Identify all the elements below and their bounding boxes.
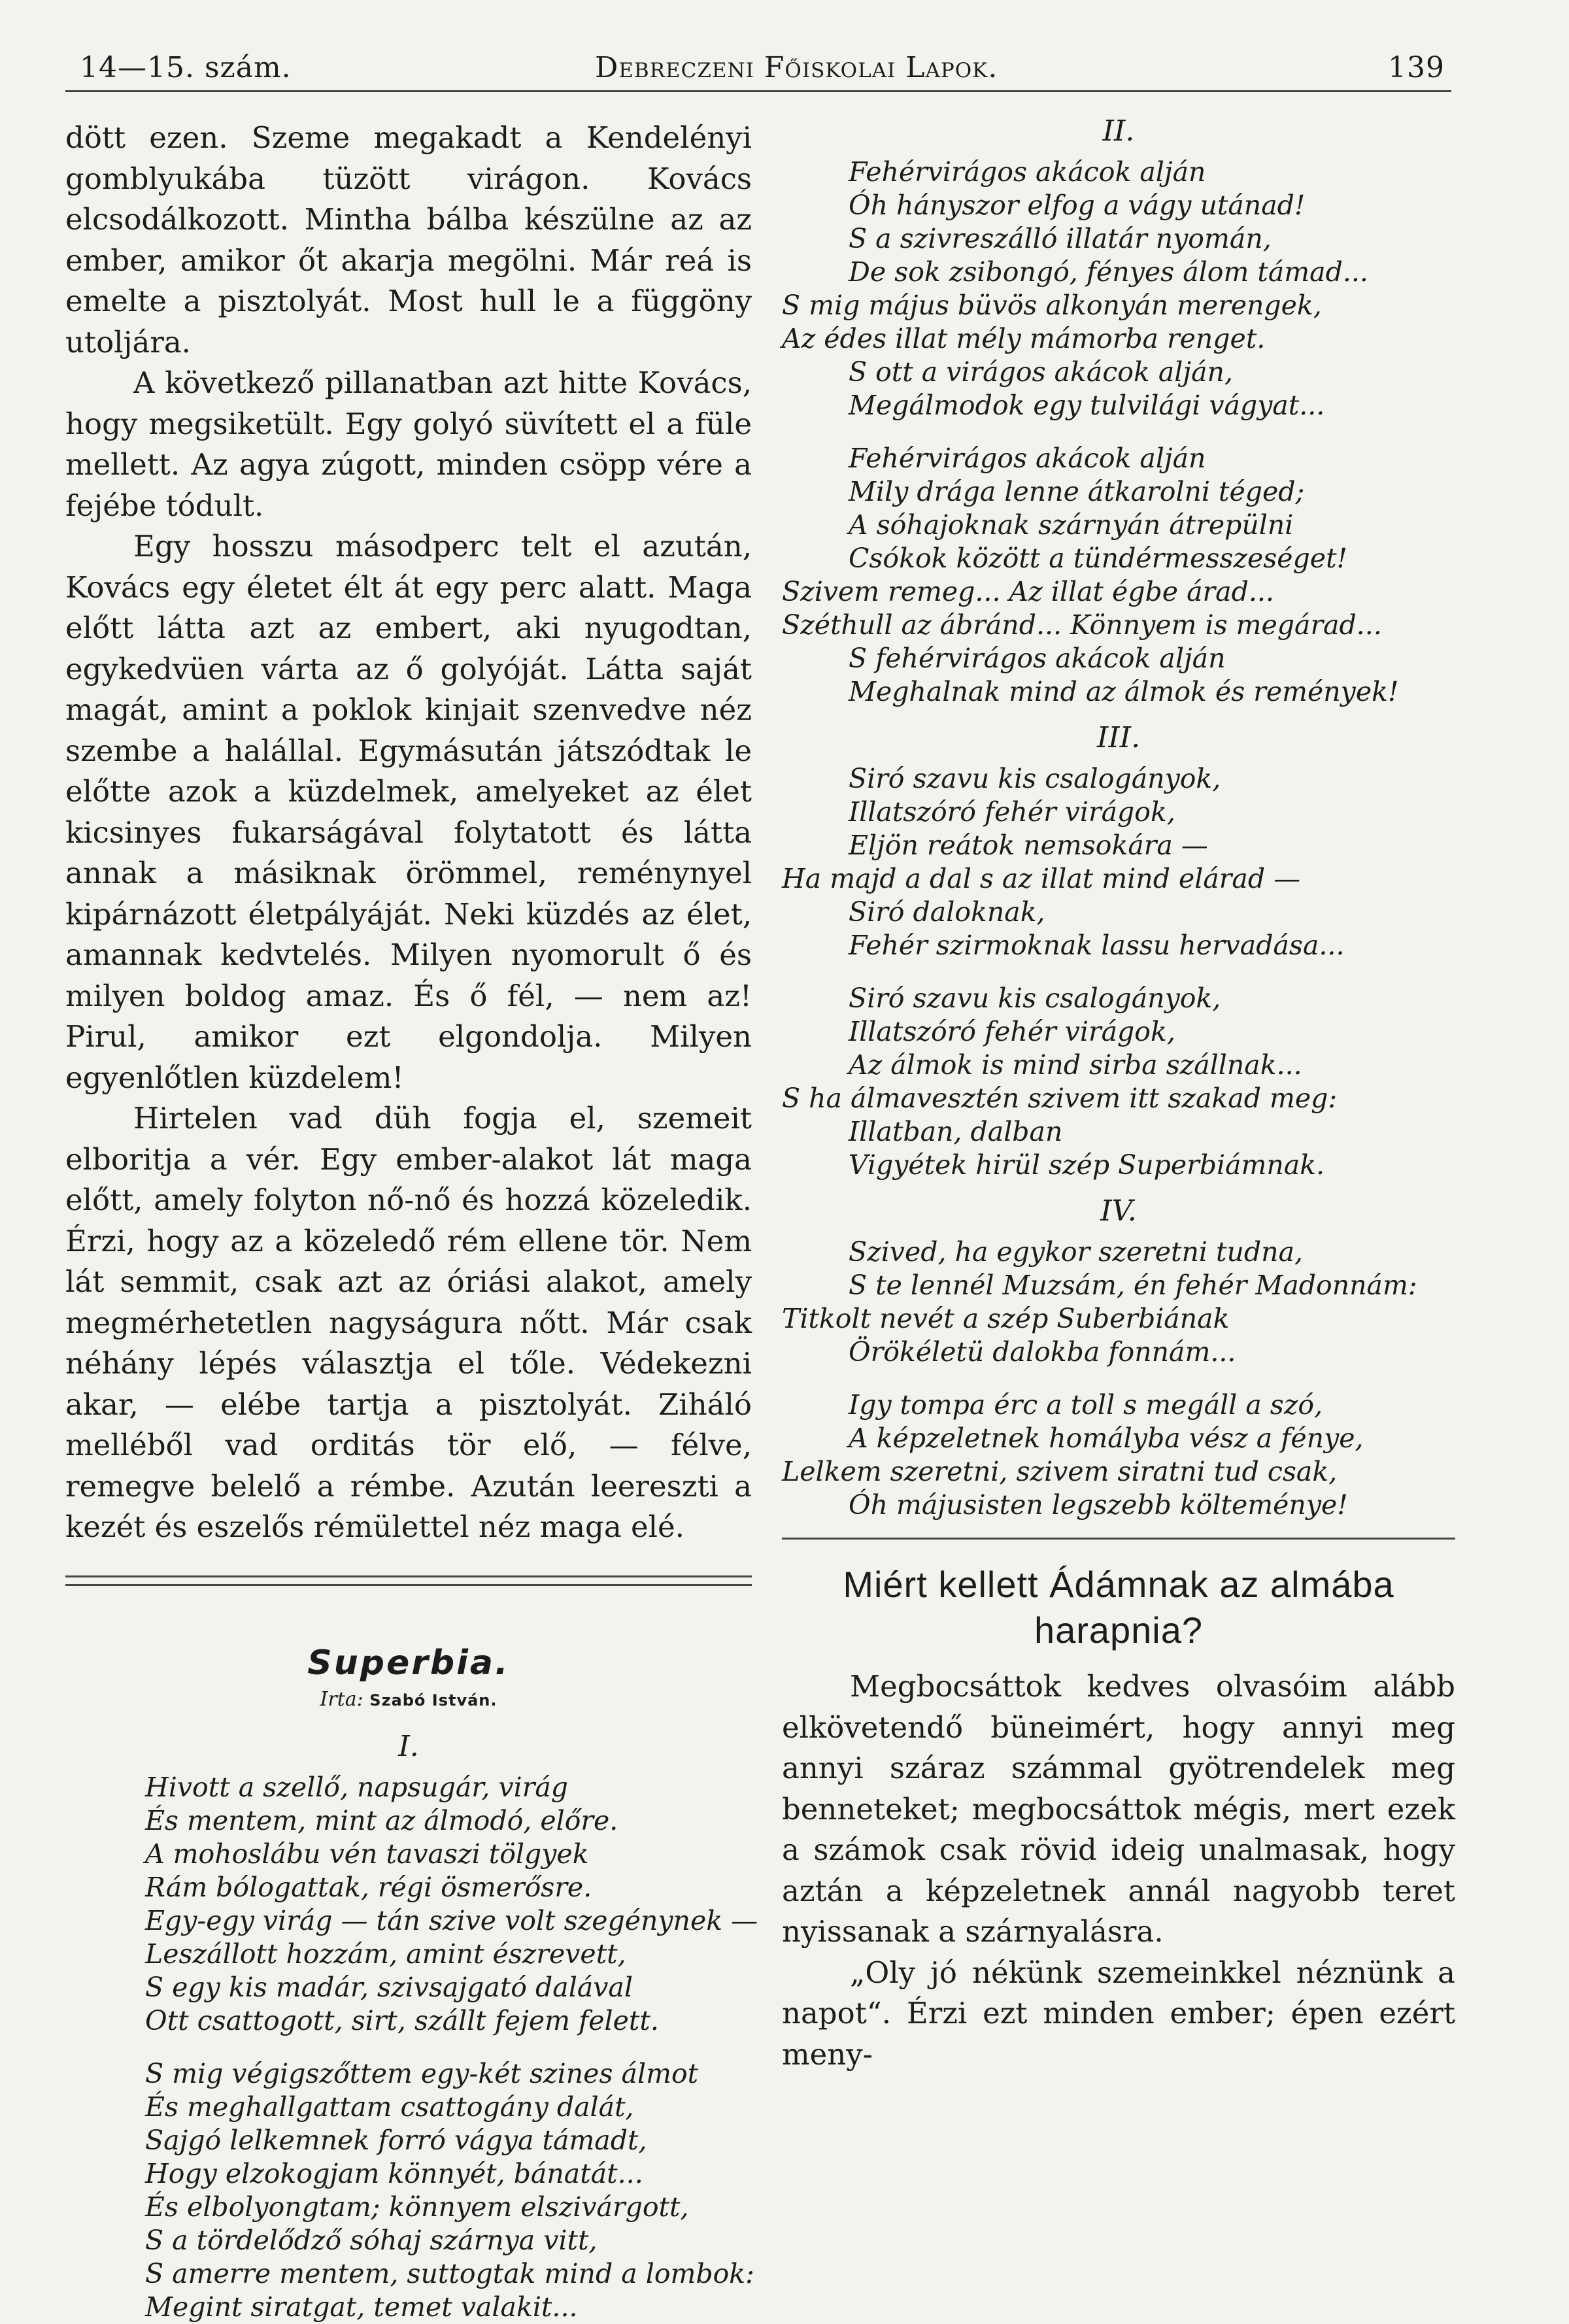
left-column [65,118,758,2324]
verse-line: S egy kis madár, szivsajgató dalával [145,1971,633,2003]
article-title-line: harapnia? [1034,1609,1204,1651]
verse-line: S fehérvirágos akácok alján [849,643,1226,674]
verse-line: Széthull az ábránd... Könnyem is megárad... [782,609,1382,641]
verse-line: S ott a virágos akácok alján, [849,356,1233,388]
verse-line: Illatszóró fehér virágok, [849,796,1175,828]
verse-line: Az édes illat mély mámorba renget. [782,323,1266,354]
verse-line: Ha majd a dal s az illat mind elárad — [782,863,1301,894]
verse-line: A sóhajoknak szárnyán átrepülni [849,509,1294,541]
verse-line: Igy tompa érc a toll s megáll a szó, [849,1389,1323,1421]
verse-line: Siró daloknak, [849,896,1045,928]
section-numeral: III. [1096,721,1141,754]
verse-line: S mig május büvös alkonyán merengek, [782,290,1322,321]
journal-title: Debreczeni Főiskolai Lapok. [595,51,998,84]
verse-line: Óh hányszor elfog a vágy utánad! [849,190,1306,221]
poem-author: Szabó István. [369,1691,498,1709]
article-title [782,1562,1455,1653]
verse-line: Óh májusisten legszebb költeménye! [849,1489,1348,1521]
verse-line: Az álmok is mind sirba szállnak... [849,1049,1302,1081]
article-paragraph: Megbocsáttok kedves olvasóim alább elkövetendő büneimért, hogy annyi meg annyi száraz számmal gyötrendelek meg benneteket; megbocsáttok mégis, mert ezek a számok csak rövid ideig unalmasak, hogy aztán a képzeletnek annál nagyobb teret nyissanak a szárnyalásra. [782,1669,1455,1949]
story-continuation [65,118,752,1548]
poem-byline [65,1688,752,1711]
verse-line: S a tördelődző sóhaj szárnya vitt, [145,2224,598,2256]
poem-section-2 [782,112,1455,709]
stanza [782,762,1455,962]
section-numeral: I. [398,1729,419,1763]
verse-line: Siró szavu kis csalogányok, [849,983,1221,1014]
verse-line: Szived, ha egykor szeretni tudna, [849,1236,1304,1268]
section-divider [65,1575,752,1586]
verse-line: Eljön reátok nemsokára — [849,830,1208,861]
running-header [65,44,1451,92]
stanza [782,982,1455,1182]
stanza [145,2057,752,2324]
page-number: 139 [1388,51,1445,84]
verse-line: A mohoslábu vén tavaszi tölgyek [145,1838,589,1870]
verse-line: Szivem remeg... Az illat égbe árad... [782,576,1274,607]
story-paragraph: Hirtelen vad düh fogja el, szemeit elboritja a vér. Egy ember-alakot lát maga előtt, amely folyton nő-nő és hozzá közeledik. Érzi, hogy az a közeledő rém ellene tör. Nem lát semmit, csak azt az óriási alakot, amely megmérhetetlen nagyságura nőtt. Már csak néhány lépés választja el tőle. Védekezni akar, — elébe tartja a pisztolyát. Ziháló melléből vad orditás tör elő, — félve, remegve belelő a rémbe. Azután leereszti a kezét és eszelős rémülettel néz maga elé. [65,1101,752,1544]
article-paragraph: „Oly jó nékünk szemeinkkel néznünk a napot“. Érzi ezt minden ember; épen ezért meny- [782,1955,1455,2072]
stanza [782,156,1455,422]
verse-line: De sok zsibongó, fényes álom támad... [849,256,1368,288]
story-paragraph: dött ezen. Szeme megakadt a Kendelényi gomblyukába tüzött virágon. Kovács elcsodálkozott. Mintha bálba készülne az az ember, amikor őt akarja megölni. Már reá is emelte a pisztolyát. Most hull le a függöny utoljára. [65,120,752,360]
verse-line: Illatban, dalban [849,1116,1063,1147]
verse-line: Lelkem szeretni, szivem siratni tud csak, [782,1456,1338,1487]
verse-line: Leszállott hozzám, amint észrevett, [145,1938,626,1970]
stanza [145,1771,758,2038]
verse-line: S te lennél Muzsám, én fehér Madonnám: [849,1270,1417,1301]
issue-number: 14—15. szám. [80,51,292,84]
verse-line: Egy-egy virág — tán szive volt szegénynek — [145,1904,758,1936]
verse-line: Csókok között a tündérmesszeséget! [849,543,1348,574]
right-column [782,112,1455,2075]
verse-line: Siró szavu kis csalogányok, [849,763,1221,794]
verse-line: És meghallgattam csattogány dalát, [145,2091,634,2123]
poem-section-3 [782,719,1455,1182]
verse-line: Fehér szirmoknak lassu hervadása... [849,930,1345,961]
verse-line: Mily drága lenne átkarolni téged; [849,476,1305,507]
verse-line: És mentem, mint az álmodó, előre. [145,1804,618,1836]
section-numeral: IV. [1100,1194,1137,1228]
verse-line: Fehérvirágos akácok alján [849,443,1206,474]
verse-line: Megint siratgat, temet valakit... [145,2291,578,2323]
verse-line: Sajgó lelkemnek forró vágya támadt, [145,2124,647,2156]
verse-line: Illatszóró fehér virágok, [849,1016,1175,1047]
verse-line: Meghalnak mind az álmok és remények! [849,676,1399,707]
poem-title: Superbia. [307,1643,510,1683]
stanza [782,442,1455,709]
verse-line: Titkolt nevét a szép Suberbiának [782,1303,1230,1334]
poem-section-4 [782,1192,1455,1522]
verse-line: És elbolyongtam; könnyem elszivárgott, [145,2191,689,2223]
story-paragraph: A következő pillanatban azt hitte Kovács, hogy megsiketült. Egy golyó süvített el a füle mellett. Az agya zúgott, minden csöpp vére a fejébe tódult. [65,365,752,523]
article-title-line: Miért kellett Ádámnak az almába [843,1564,1394,1605]
verse-line: S a szivreszálló illatár nyomán, [849,223,1272,254]
verse-line: A képzeletnek homályba vész a fénye, [849,1423,1364,1454]
stanza [782,1236,1455,1369]
article-body [782,1666,1455,2075]
story-paragraph: Egy hosszu másodperc telt el azután, Kovács egy életet élt át egy perc alatt. Maga előtt látta azt az embert, aki nyugodtan, egykedvüen várta az ő golyóját. Látta saját magát, amint a poklok kinjait szenvedve néz szembe a halállal. Egymásután játszódtak le előtte azok a küzdelmek, amelyeket az élet kicsinyes fukarságával folytatott és látta annak a másiknak örömmel, reménynyel kipárnázott életpályáját. Neki küzdés az élet, amannak kedvtelés. Milyen nyomorult ő és milyen boldog amaz. És ő fél, — nem az! Pirul, amikor ezt elgondolja. Milyen egyenlőtlen küzdelem! [65,529,752,1095]
verse-line: Ott csattogott, sirt, szállt fejem felett. [145,2004,659,2036]
verse-line: Hogy elzokogjam könnyét, bánatát... [145,2157,643,2189]
verse-line: S ha álmavesztén szivem itt szakad meg: [782,1083,1338,1114]
poem-section-1 [65,1728,758,2324]
verse-line: Hivott a szellő, napsugár, virág [145,1771,569,1803]
verse-line: Megálmodok egy tulvilági vágyat... [849,390,1325,421]
verse-line: Rám bólogattak, régi ösmerősre. [145,1871,592,1903]
section-numeral: II. [1102,114,1135,148]
verse-line: Vigyétek hirül szép Superbiámnak. [849,1149,1325,1181]
byline-label: Irta: [320,1687,363,1711]
verse-line: Örökéletü dalokba fonnám... [849,1336,1236,1368]
verse-line: S amerre mentem, suttogtak mind a lombok: [145,2257,754,2289]
verse-line: S mig végigszőttem egy-két szines álmot [145,2057,699,2089]
stanza [782,1389,1455,1522]
verse-line: Fehérvirágos akácok alján [849,156,1206,188]
